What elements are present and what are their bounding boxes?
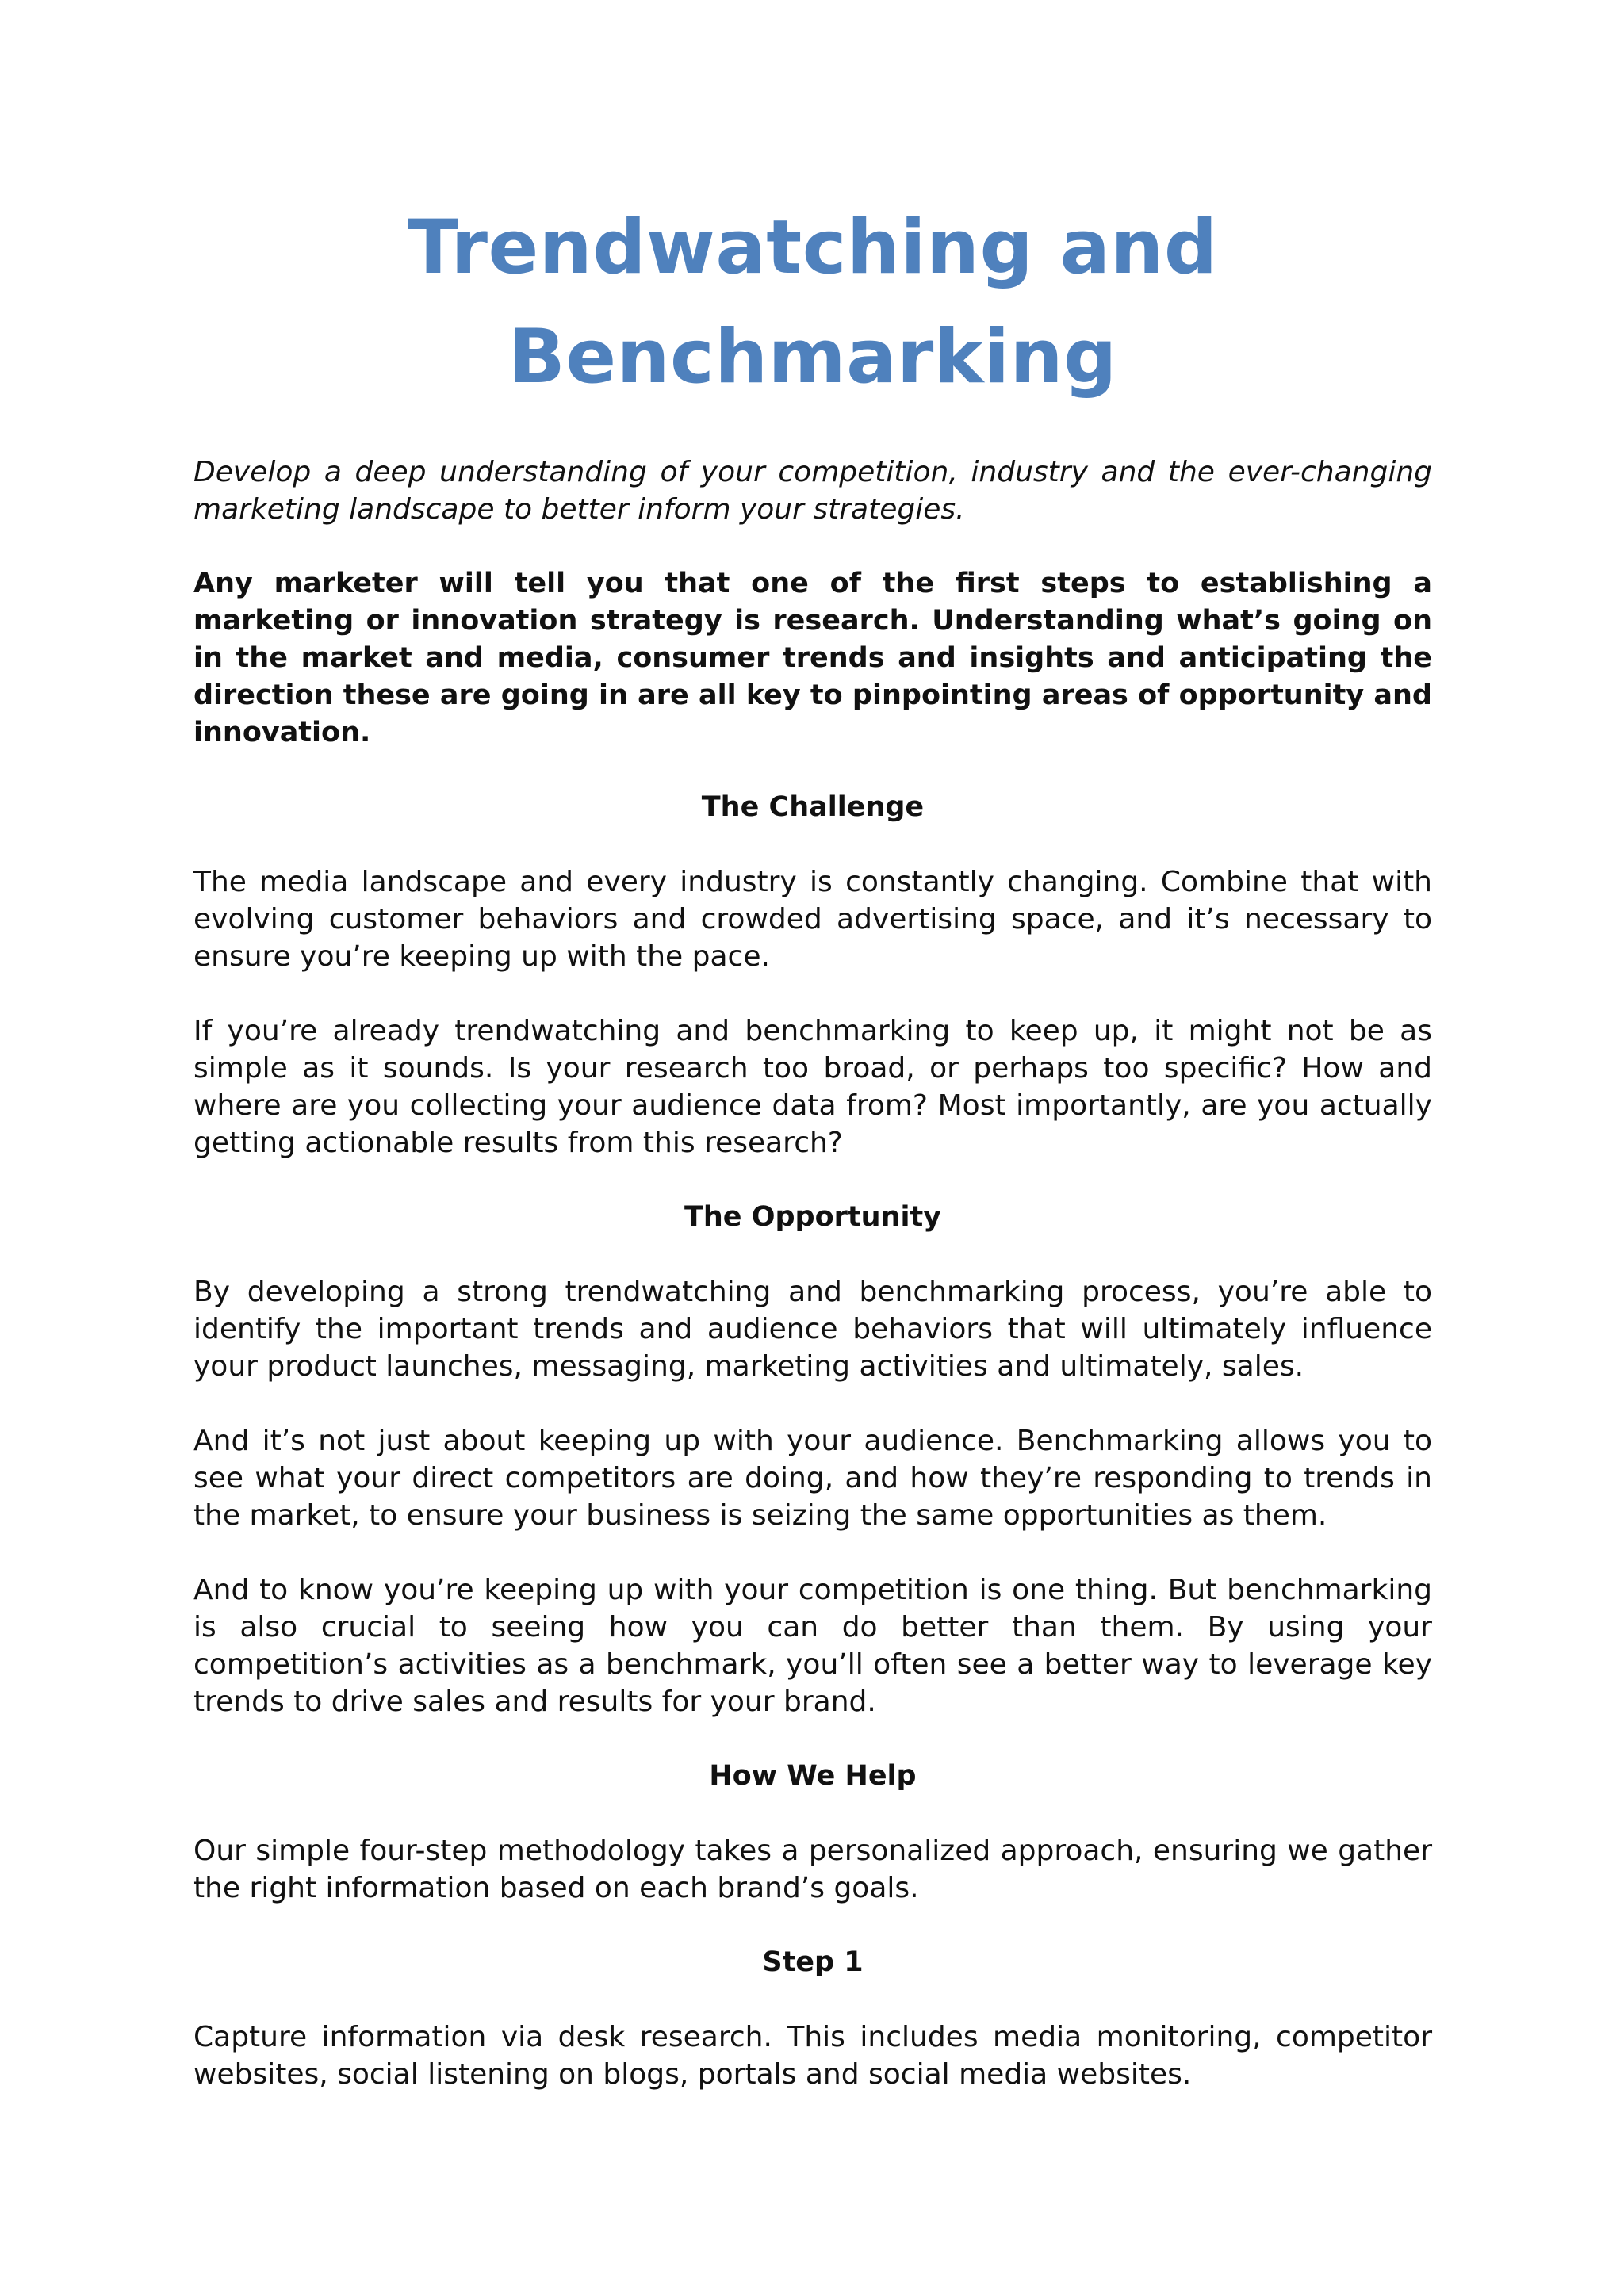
section-opportunity [193, 1199, 1432, 1720]
document-title [193, 0, 1432, 412]
section-step-1 [193, 1944, 1432, 2093]
intro-paragraph: Develop a deep understanding of your competition, industry and the ever-changing marketing landscape to better inform your strategies. [193, 456, 1432, 526]
section-heading-challenge: The Challenge [701, 791, 925, 823]
section-heading-how-we-help: How We Help [709, 1760, 917, 1792]
section-how-we-help [193, 1758, 1432, 1907]
how-we-help-paragraph-1: Our simple four-step methodology takes a personalized approach, ensuring we gather the right information based on each brand’s goals. [193, 1835, 1432, 1904]
step-1-paragraph-1: Capture information via desk research. This includes media monitoring, competitor websites, social listening on blogs, portals and social media websites. [193, 2021, 1432, 2091]
section-heading-opportunity: The Opportunity [684, 1201, 941, 1233]
document-page [193, 0, 1432, 2093]
section-challenge [193, 789, 1432, 1161]
opportunity-paragraph-1: By developing a strong trendwatching and benchmarking process, you’re able to identify the important trends and audience behaviors that will ultimately influence your product launches, messaging, marketing activities and ultimately, sales. [193, 1276, 1432, 1383]
title-line-2: Benchmarking [508, 314, 1117, 400]
opportunity-paragraph-3: And to know you’re keeping up with your competition is one thing. But benchmarking is also crucial to seeing how you can do better than them. By using your competition’s activities as a benchmark, you’ll often see a better way to leverage key trends to drive sales and results for your brand. [193, 1574, 1432, 1718]
opportunity-paragraph-2: And it’s not just about keeping up with your audience. Benchmarking allows you to see what your direct competitors are doing, and how they’re responding to trends in the market, to ensure your business is seizing the same opportunities as them. [193, 1425, 1432, 1532]
challenge-paragraph-1: The media landscape and every industry is constantly changing. Combine that with evolving customer behaviors and crowded advertising space, and it’s necessary to ensure you’re keeping up with the pace. [193, 866, 1432, 973]
title-line-1: Trendwatching and [408, 205, 1218, 291]
challenge-paragraph-2: If you’re already trendwatching and benchmarking to keep up, it might not be as simple as it sounds. Is your research too broad, or perhaps too specific? How and where are you collecting your audience data from? Most importantly, are you actually getting actionable results from this research? [193, 1015, 1432, 1159]
section-heading-step-1: Step 1 [762, 1946, 864, 1978]
lead-paragraph: Any marketer will tell you that one of the first steps to establishing a marketing or innovation strategy is research. Understanding what’s going on in the market and media, consumer trends and insights and anticipating the direction these are going in are all key to pinpointing areas of opportunity and innovation. [193, 568, 1432, 748]
